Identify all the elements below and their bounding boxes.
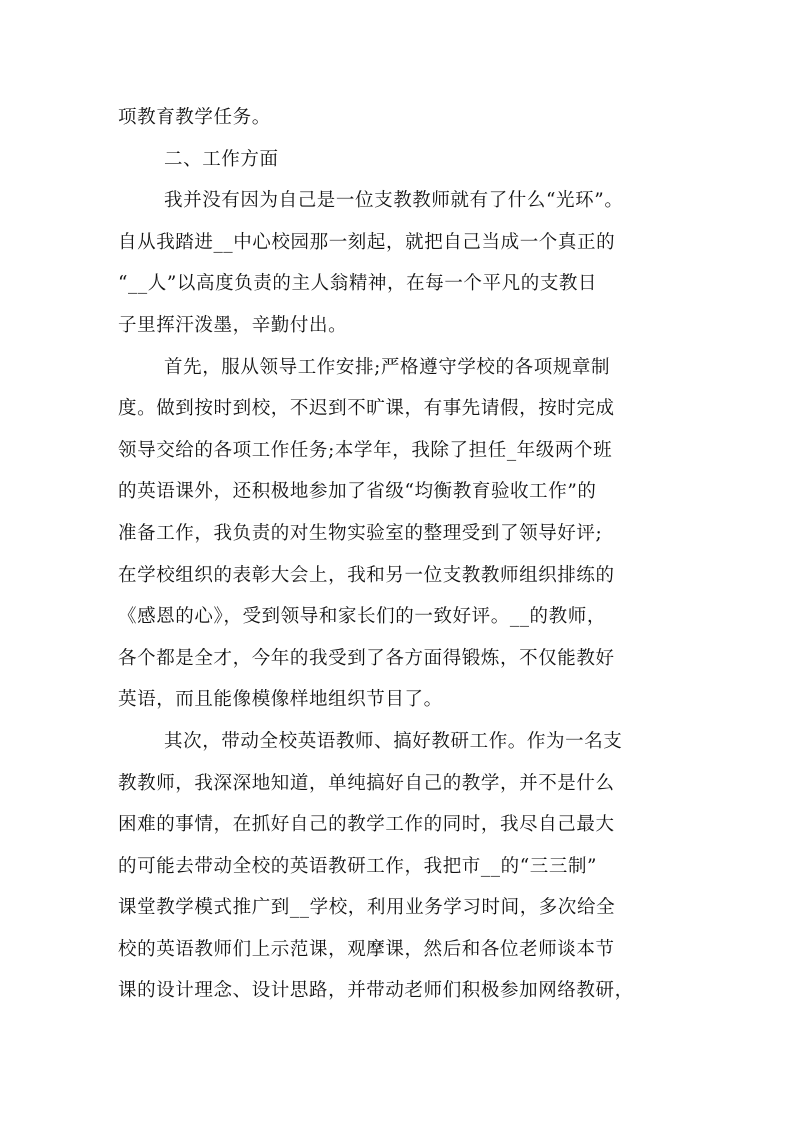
paragraph-line: 领导交给的各项工作任务;本学年，我除了担任_年级两个班 xyxy=(118,439,613,461)
paragraph-line: 准备工作，我负责的对生物实验室的整理受到了领导好评; xyxy=(118,522,603,544)
paragraph-line: 校的英语教师们上示范课，观摩课，然后和各位老师谈本节 xyxy=(118,938,615,960)
paragraph-line: 自从我踏进__中心校园那一刻起，就把自己当成一个真正的 xyxy=(118,231,616,253)
paragraph-line: 我并没有因为自己是一位支教教师就有了什么“光环”。 xyxy=(164,190,624,212)
paragraph-line: 其次，带动全校英语教师、搞好教研工作。作为一名支 xyxy=(164,730,623,752)
paragraph-line: 教教师，我深深地知道，单纯搞好自己的教学，并不是什么 xyxy=(118,772,615,794)
paragraph-line: 各个都是全才，今年的我受到了各方面得锻炼，不仅能教好 xyxy=(118,647,615,669)
paragraph-line: 子里挥汗泼墨，辛勤付出。 xyxy=(118,314,348,336)
paragraph-line: 在学校组织的表彰大会上，我和另一位支教教师组织排练的 xyxy=(118,564,615,586)
document-body xyxy=(118,97,684,1012)
paragraph-line: 的英语课外，还积极地参加了省级“均衡教育验收工作”的 xyxy=(118,481,597,503)
paragraph-line: 首先，服从领导工作安排;严格遵守学校的各项规章制 xyxy=(164,356,611,378)
paragraph-line: “__人”以高度负责的主人翁精神，在每一个平凡的支教日 xyxy=(118,273,598,295)
paragraph-line: 英语，而且能像模像样地组织节目了。 xyxy=(118,689,443,711)
paragraph-line: 困难的事情，在抓好自己的教学工作的同时，我尽自己最大 xyxy=(118,814,615,836)
paragraph-line: 的可能去带动全校的英语教研工作，我把市__的“三三制” xyxy=(118,855,598,877)
paragraph-line: 课的设计理念、设计思路，并带动老师们积极参加网络教研， xyxy=(118,980,634,1002)
paragraph-line: 课堂教学模式推广到__学校，利用业务学习时间，多次给全 xyxy=(118,897,616,919)
section-heading: 二、工作方面 xyxy=(164,148,279,170)
paragraph-line: 项教育教学任务。 xyxy=(118,107,271,128)
paragraph-line: 《感恩的心》，受到领导和家长们的一致好评。__的教师， xyxy=(118,606,606,628)
paragraph-line: 度。做到按时到校，不迟到不旷课，有事先请假，按时完成 xyxy=(118,398,615,420)
